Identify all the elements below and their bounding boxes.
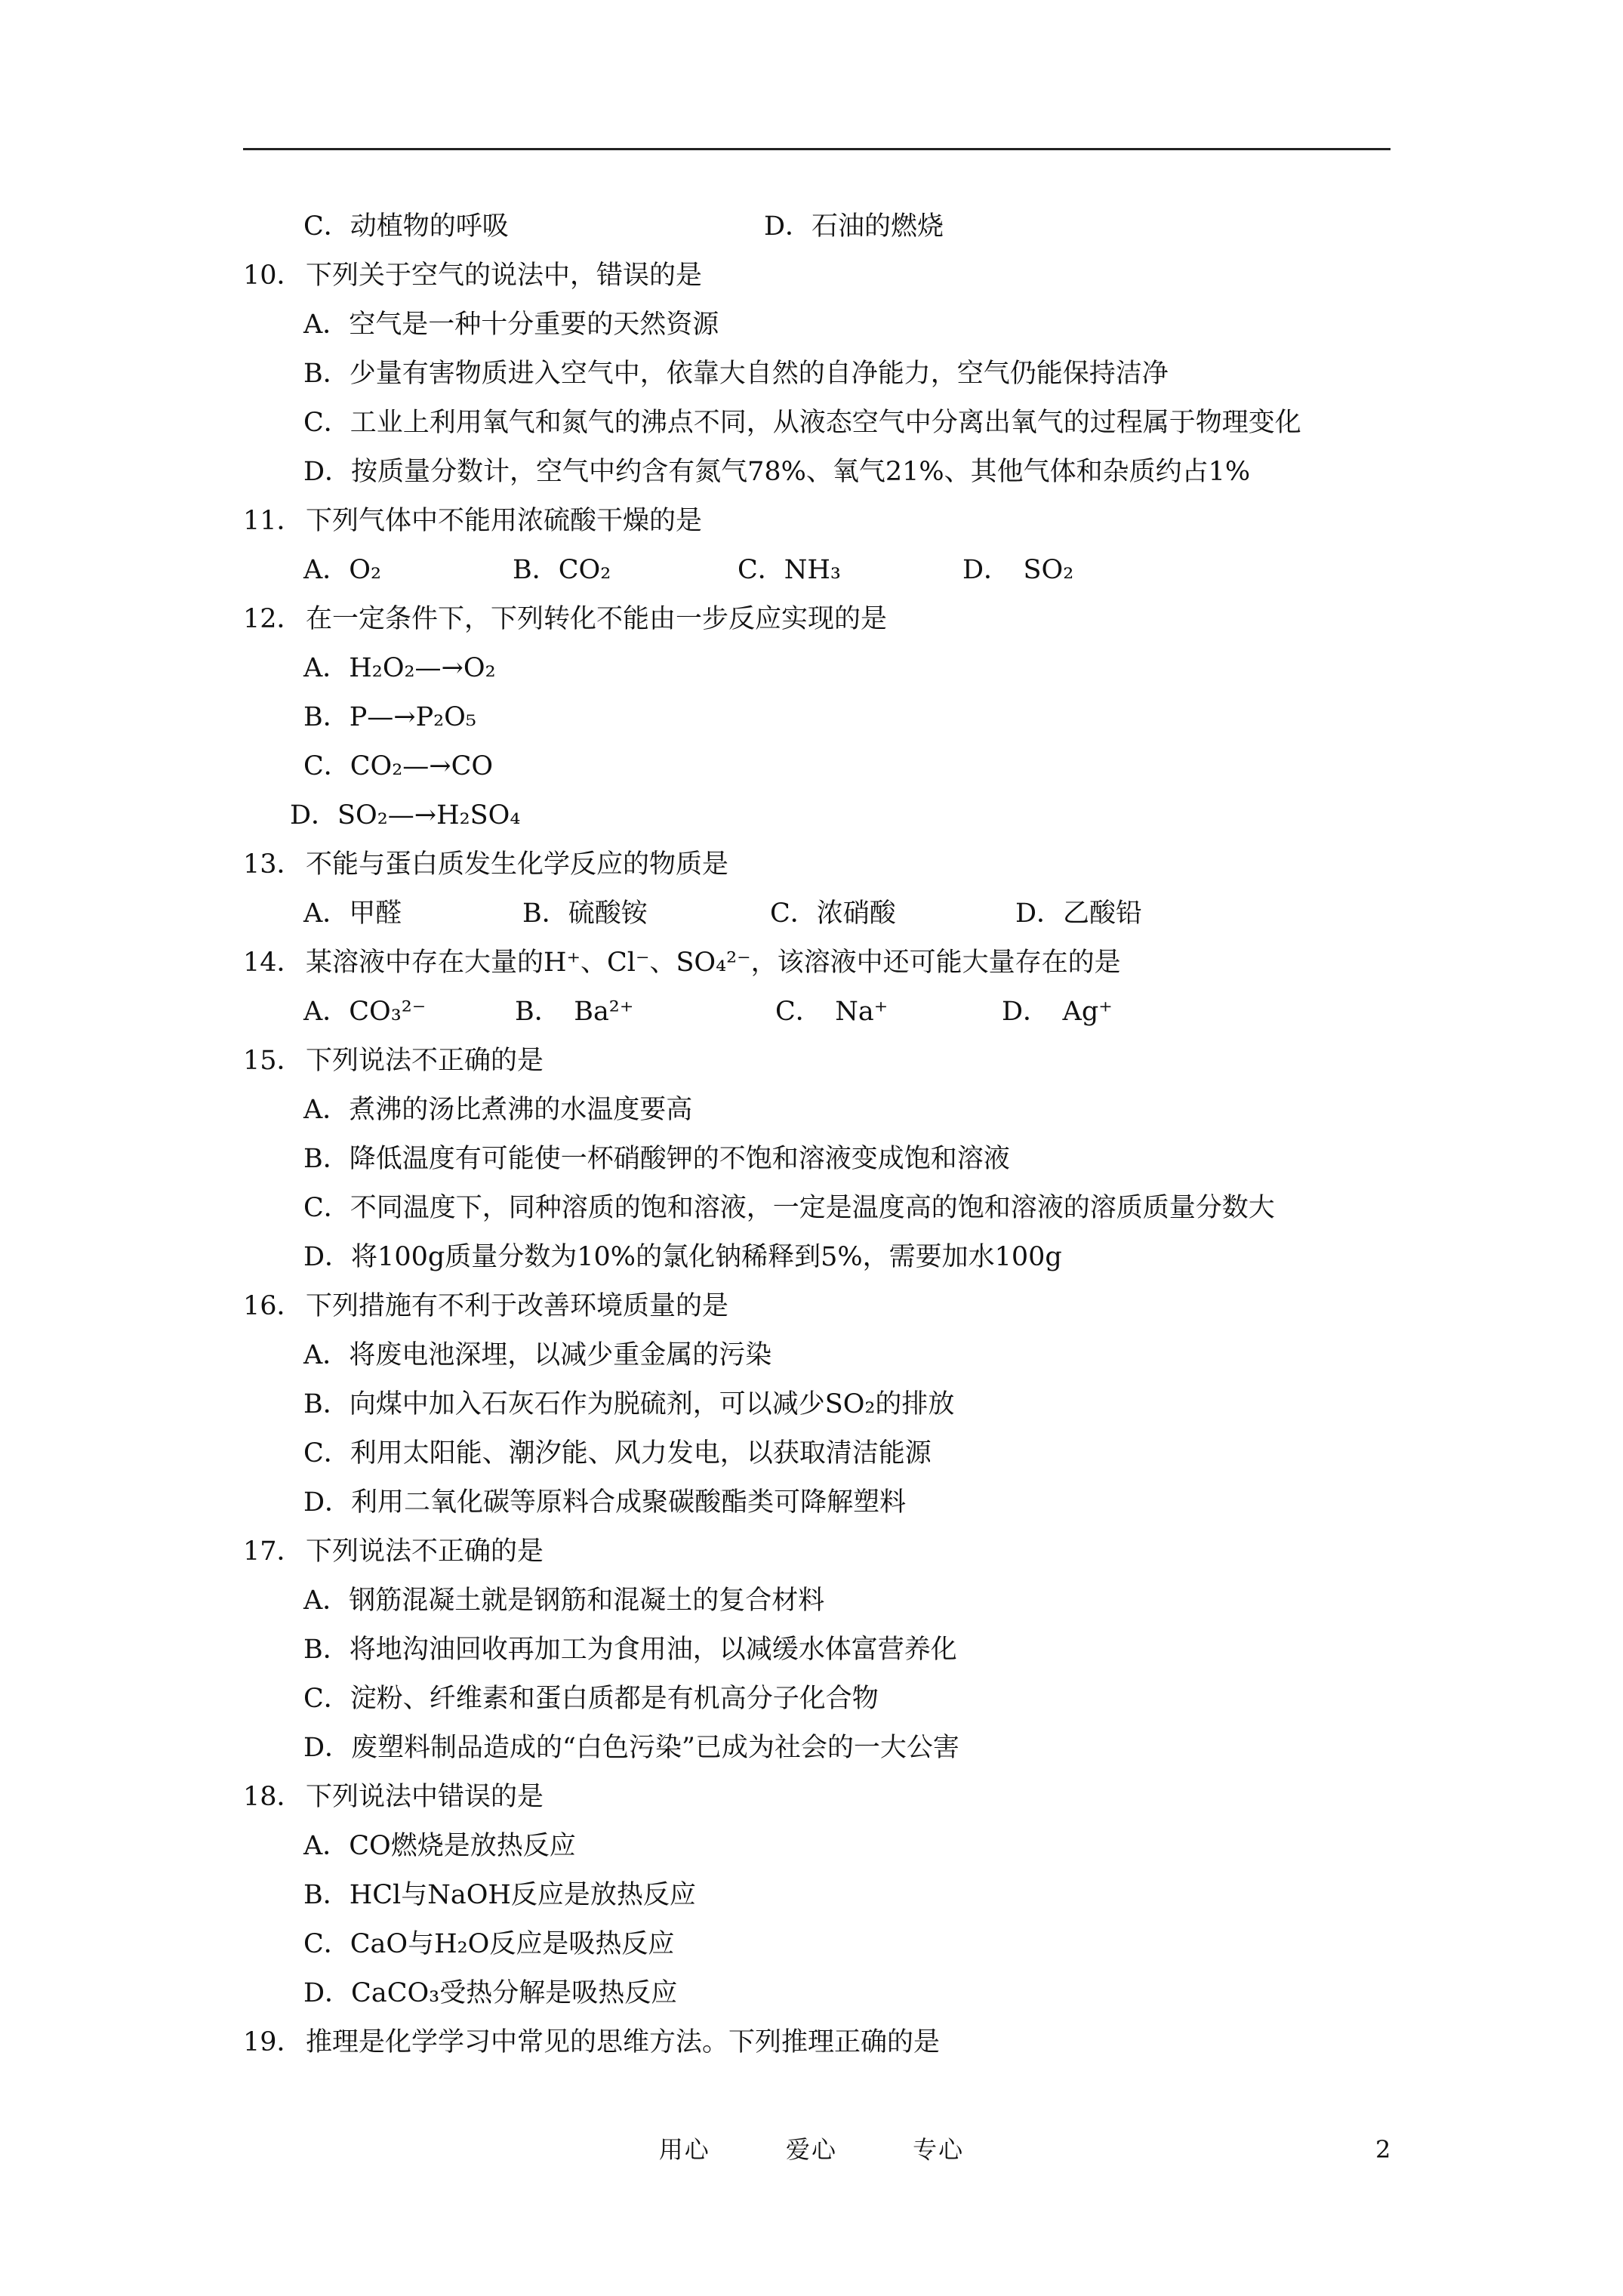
answer-option: A．甲醛 <box>303 898 402 929</box>
answer-option: C．不同温度下，同种溶质的饱和溶液，一定是温度高的饱和溶液的溶质质量分数大 <box>303 1193 1275 1223</box>
answer-option: A．空气是一种十分重要的天然资源 <box>303 310 719 340</box>
question-number: 16． <box>243 1291 303 1321</box>
answer-option: A．钢筋混凝土就是钢筋和混凝土的复合材料 <box>303 1586 825 1616</box>
motto-word: 爱心 <box>785 2135 837 2164</box>
answer-option: A．O₂ <box>303 555 382 585</box>
answer-option: D．利用二氧化碳等原料合成聚碳酸酯类可降解塑料 <box>303 1487 907 1518</box>
option-row <box>243 988 1421 1037</box>
answer-option: C．淀粉、纤维素和蛋白质都是有机高分子化合物 <box>303 1684 879 1714</box>
question-number: 19． <box>243 2027 303 2057</box>
option-row <box>243 546 1421 595</box>
question-number: 10． <box>243 260 303 291</box>
answer-option: A．H₂O₂—→O₂ <box>303 653 496 683</box>
question-stem <box>243 1527 1421 1576</box>
answer-option: B．少量有害物质进入空气中，依靠大自然的自净能力，空气仍能保持洁净 <box>303 359 1169 389</box>
option-row <box>243 889 1421 938</box>
answer-option: C． Na⁺ <box>775 997 888 1027</box>
answer-option: D．将100g质量分数为10%的氯化钠稀释到5%，需要加水100g <box>303 1242 1062 1272</box>
question-text: 下列气体中不能用浓硫酸干燥的是 <box>306 506 703 536</box>
answer-option: C．NH₃ <box>738 555 841 585</box>
question-text: 下列措施有不利于改善环境质量的是 <box>306 1291 729 1321</box>
page-number: 2 <box>1375 2135 1391 2164</box>
answer-option: D． Ag⁺ <box>1002 997 1113 1027</box>
question-stem <box>243 2018 1421 2067</box>
question-stem <box>243 251 1421 300</box>
question-stem <box>243 938 1421 988</box>
question-stem <box>243 1282 1421 1331</box>
page-footer <box>0 2131 1623 2168</box>
document-body <box>243 202 1421 2067</box>
answer-option: C．动植物的呼吸 <box>303 211 509 242</box>
answer-option: C．工业上利用氧气和氮气的沸点不同，从液态空气中分离出氧气的过程属于物理变化 <box>303 408 1301 438</box>
question-number: 13． <box>243 849 303 880</box>
answer-option: B．CO₂ <box>513 555 611 585</box>
answer-option: B．将地沟油回收再加工为食用油，以减缓水体富营养化 <box>303 1635 957 1665</box>
question-stem <box>243 840 1421 889</box>
answer-option: D．SO₂—→H₂SO₄ <box>290 800 521 831</box>
question-stem <box>243 595 1421 644</box>
answer-option: C．CaO与H₂O反应是吸热反应 <box>303 1929 675 1959</box>
answer-option: D．废塑料制品造成的“白色污染”已成为社会的一大公害 <box>303 1733 959 1763</box>
answer-option: B．向煤中加入石灰石作为脱硫剂，可以减少SO₂的排放 <box>303 1389 955 1419</box>
question-stem <box>243 1037 1421 1086</box>
motto-word: 专心 <box>913 2135 965 2164</box>
question-text: 某溶液中存在大量的H⁺、Cl⁻、SO₄²⁻，该溶液中还可能大量存在的是 <box>306 948 1121 978</box>
answer-option: A．CO燃烧是放热反应 <box>303 1831 576 1861</box>
answer-option: C．利用太阳能、潮汐能、风力发电，以获取清洁能源 <box>303 1438 932 1469</box>
question-number: 17． <box>243 1536 303 1567</box>
question-text: 在一定条件下，下列转化不能由一步反应实现的是 <box>306 604 888 634</box>
question-number: 15． <box>243 1046 303 1076</box>
answer-option: B．HCl与NaOH反应是放热反应 <box>303 1880 696 1910</box>
answer-option: D．按质量分数计，空气中约含有氮气78%、氧气21%、其他气体和杂质约占1% <box>303 457 1251 487</box>
question-text: 推理是化学学习中常见的思维方法。下列推理正确的是 <box>306 2027 941 2057</box>
answer-option: B．P—→P₂O₅ <box>303 702 476 732</box>
answer-option: D．CaCO₃受热分解是吸热反应 <box>303 1978 678 2008</box>
answer-option: B． Ba²⁺ <box>515 997 634 1027</box>
question-number: 18． <box>243 1782 303 1812</box>
motto-word: 用心 <box>658 2135 710 2164</box>
header-rule <box>243 148 1390 150</box>
question-stem <box>243 1773 1421 1822</box>
answer-option: D．乙酸铅 <box>1015 898 1143 929</box>
question-number: 14． <box>243 948 303 978</box>
question-text: 不能与蛋白质发生化学反应的物质是 <box>306 849 729 880</box>
question-text: 下列说法不正确的是 <box>306 1046 544 1076</box>
option-row <box>243 202 1421 251</box>
answer-option: C．CO₂—→CO <box>303 751 494 781</box>
answer-option: A．CO₃²⁻ <box>303 997 427 1027</box>
answer-option: C．浓硝酸 <box>770 898 896 929</box>
answer-option: A．将废电池深埋，以减少重金属的污染 <box>303 1340 772 1370</box>
question-text: 下列关于空气的说法中，错误的是 <box>306 260 703 291</box>
answer-option: B．硫酸铵 <box>522 898 648 929</box>
question-text: 下列说法中错误的是 <box>306 1782 544 1812</box>
answer-option: D． SO₂ <box>962 555 1074 585</box>
answer-option: B．降低温度有可能使一杯硝酸钾的不饱和溶液变成饱和溶液 <box>303 1144 1010 1174</box>
question-stem <box>243 497 1421 546</box>
question-text: 下列说法不正确的是 <box>306 1536 544 1567</box>
answer-option: A．煮沸的汤比煮沸的水温度要高 <box>303 1095 693 1125</box>
question-number: 11． <box>243 506 303 536</box>
answer-option: D．石油的燃烧 <box>764 211 944 242</box>
question-number: 12． <box>243 604 303 634</box>
